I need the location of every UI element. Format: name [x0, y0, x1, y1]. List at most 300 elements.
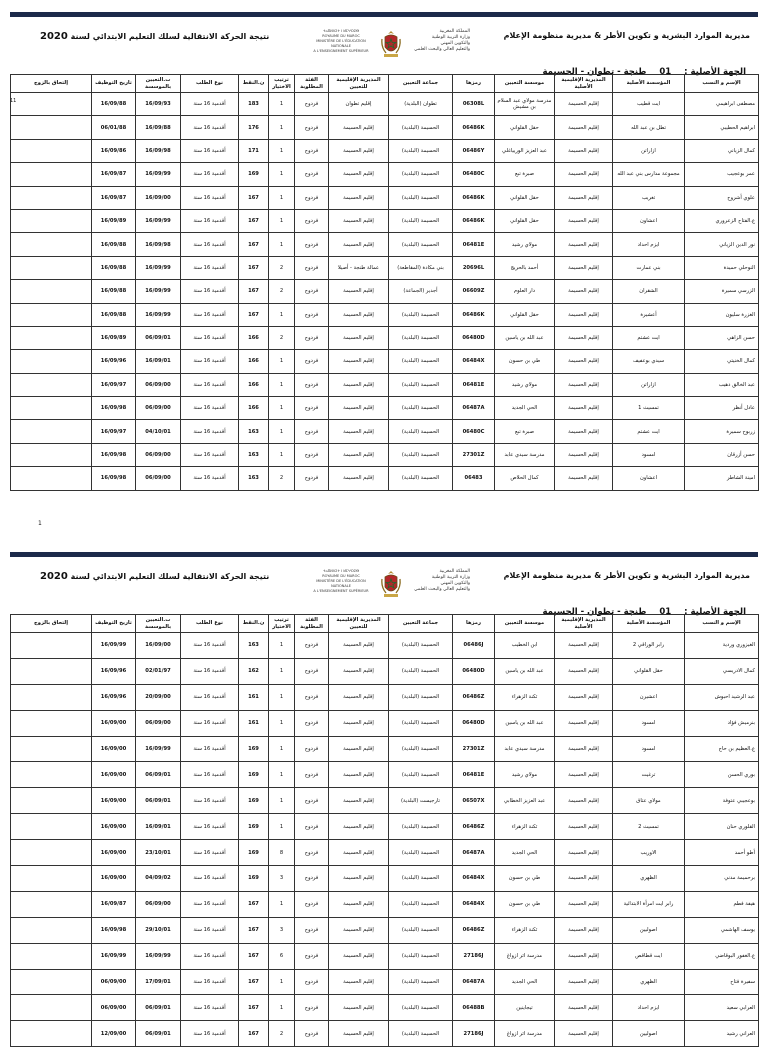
cell-assigned-directorate: إقليم الحسيمة	[329, 866, 389, 892]
cell-spouse-join	[11, 420, 92, 443]
cell-name: سفيرة فتاح	[685, 969, 759, 995]
cell-hire-date: 16/09/00	[92, 762, 136, 788]
table-row	[11, 397, 759, 420]
cell-assignment-date: 06/09/01	[136, 326, 181, 349]
table-row	[11, 840, 759, 866]
cell-origin-directorate: إقليم الحسيمة	[555, 840, 613, 866]
cell-request-type: أقدمية 16 سنة	[181, 891, 239, 917]
cell-spouse-join	[11, 139, 92, 162]
table-row	[11, 256, 759, 279]
cell-assigned-school: حقل القلواني	[495, 303, 555, 326]
cell-request-type: أقدمية 16 سنة	[181, 762, 239, 788]
cell-origin-directorate: إقليم الحسيمة	[555, 443, 613, 466]
cell-points: 176	[239, 116, 269, 139]
cell-origin-directorate: إقليم الحسيمة	[555, 420, 613, 443]
column-header-assigned-commune: جماعة التعيين	[389, 615, 453, 633]
cell-points: 167	[239, 969, 269, 995]
cell-origin-school: اصوليين	[613, 917, 685, 943]
cell-hire-date: 16/09/98	[92, 467, 136, 490]
cell-choice-rank: 1	[269, 420, 295, 443]
cell-request-type: أقدمية 16 سنة	[181, 969, 239, 995]
cell-spouse-join	[11, 256, 92, 279]
cell-name: ع.العظيم بن حاج	[685, 736, 759, 762]
cell-request-type: أقدمية 16 سنة	[181, 420, 239, 443]
cell-assigned-directorate: إقليم الحسيمة	[329, 326, 389, 349]
cell-school-code: 06483	[453, 467, 495, 490]
cell-spouse-join	[11, 209, 92, 232]
cell-assignment-date: 06/09/00	[136, 373, 181, 396]
table-row	[11, 326, 759, 349]
table-row	[11, 163, 759, 186]
cell-name: عبد الخالق ذهيب	[685, 373, 759, 396]
cell-assigned-school: حقل القلواني	[495, 209, 555, 232]
cell-category: فردوج	[295, 762, 329, 788]
cell-hire-date: 16/09/97	[92, 373, 136, 396]
cell-assigned-school: صبرة تبع	[495, 163, 555, 186]
cell-school-code: 06484X	[453, 350, 495, 373]
cell-choice-rank: 1	[269, 397, 295, 420]
cell-spouse-join	[11, 633, 92, 659]
cell-choice-rank: 1	[269, 684, 295, 710]
cell-assigned-commune: أجدير (الجماعة)	[389, 280, 453, 303]
cell-choice-rank: 1	[269, 163, 295, 186]
region-code: 01	[659, 67, 672, 77]
cell-assigned-directorate: عمالة طنجة - أصيلا	[329, 256, 389, 279]
cell-request-type: أقدمية 16 سنة	[181, 710, 239, 736]
cell-hire-date: 16/09/88	[92, 280, 136, 303]
cell-assigned-directorate: إقليم الحسيمة	[329, 891, 389, 917]
cell-spouse-join	[11, 969, 92, 995]
cell-assigned-directorate: إقليم تطوان	[329, 93, 389, 116]
cell-assigned-directorate: إقليم الحسيمة	[329, 443, 389, 466]
column-header-name: الإسم و النسب	[685, 75, 759, 93]
cell-origin-school: تطل بن عبد الله	[613, 116, 685, 139]
cell-assigned-commune: الحسيمة (البلدية)	[389, 326, 453, 349]
cell-category: فردوج	[295, 917, 329, 943]
cell-assigned-school: الحي الجديد	[495, 969, 555, 995]
cell-spouse-join	[11, 917, 92, 943]
cell-points: 166	[239, 373, 269, 396]
region-label: الجهة الأصلية :	[684, 607, 746, 617]
cell-category: فردوج	[295, 943, 329, 969]
cell-points: 167	[239, 917, 269, 943]
results-table-page-2	[10, 614, 759, 1047]
cell-origin-school: ايزم احداد	[613, 233, 685, 256]
cell-assignment-date: 06/09/00	[136, 467, 181, 490]
cell-spouse-join	[11, 303, 92, 326]
cell-assigned-directorate: إقليم الحسيمة	[329, 995, 389, 1021]
cell-assigned-directorate: إقليم الحسيمة	[329, 303, 389, 326]
cell-category: فردوج	[295, 139, 329, 162]
cell-assignment-date: 16/09/98	[136, 139, 181, 162]
cell-request-type: أقدمية 16 سنة	[181, 917, 239, 943]
cell-assigned-directorate: إقليم الحسيمة	[329, 420, 389, 443]
cell-assigned-commune: الحسيمة (البلدية)	[389, 658, 453, 684]
cell-name: العراني رشيد	[685, 1021, 759, 1047]
cell-assigned-commune: الحسيمة (البلدية)	[389, 943, 453, 969]
cell-origin-school: ترغيت	[613, 762, 685, 788]
table-header-row	[11, 75, 759, 93]
directorate-title: مديرية الموارد البشرية و تكوين الأطر & مديرية منظومة الإعلام	[503, 571, 750, 580]
region-name: طنجة - تطوان - الحسيمة	[542, 67, 647, 77]
cell-spouse-join	[11, 814, 92, 840]
cell-points: 166	[239, 397, 269, 420]
cell-assignment-date: 06/09/00	[136, 443, 181, 466]
region-code: 01	[659, 607, 672, 617]
cell-category: فردوج	[295, 163, 329, 186]
cell-spouse-join	[11, 736, 92, 762]
cell-origin-directorate: إقليم الحسيمة	[555, 397, 613, 420]
table-row	[11, 943, 759, 969]
cell-origin-school: رابر ايت امرأة الابتدائية	[613, 891, 685, 917]
cell-category: فردوج	[295, 186, 329, 209]
cell-choice-rank: 1	[269, 633, 295, 659]
cell-choice-rank: 1	[269, 969, 295, 995]
cell-category: فردوج	[295, 233, 329, 256]
cell-origin-directorate: إقليم الحسيمة	[555, 866, 613, 892]
cell-points: 169	[239, 762, 269, 788]
cell-category: فردوج	[295, 467, 329, 490]
cell-choice-rank: 1	[269, 443, 295, 466]
cell-choice-rank: 1	[269, 186, 295, 209]
cell-hire-date: 16/09/87	[92, 163, 136, 186]
cell-category: فردوج	[295, 116, 329, 139]
cell-school-code: 06507X	[453, 788, 495, 814]
cell-origin-directorate: إقليم الحسيمة	[555, 788, 613, 814]
cell-name: ع.الفتاح الزعروري	[685, 209, 759, 232]
cell-category: فردوج	[295, 303, 329, 326]
cell-spouse-join	[11, 326, 92, 349]
cell-choice-rank: 1	[269, 736, 295, 762]
cell-spouse-join	[11, 280, 92, 303]
cell-assigned-commune: الحسيمة (البلدية)	[389, 840, 453, 866]
cell-assigned-directorate: إقليم الحسيمة	[329, 350, 389, 373]
cell-choice-rank: 3	[269, 917, 295, 943]
cell-assigned-commune: الحسيمة (البلدية)	[389, 303, 453, 326]
cell-origin-directorate: إقليم الحسيمة	[555, 1021, 613, 1047]
cell-assigned-commune: الحسيمة (البلدية)	[389, 443, 453, 466]
cell-origin-directorate: إقليم الحسيمة	[555, 280, 613, 303]
cell-assigned-school: أحمد بالحريج	[495, 256, 555, 279]
cell-origin-directorate: إقليم الحسيمة	[555, 736, 613, 762]
cell-assigned-school: مدرسة سيدي عابد	[495, 443, 555, 466]
cell-assigned-school: حقل القلواني	[495, 186, 555, 209]
cell-assignment-date: 16/09/99	[136, 736, 181, 762]
cell-origin-school: امسود	[613, 710, 685, 736]
cell-name: مصطفى ابراهيمي	[685, 93, 759, 116]
cell-assigned-school: طي بن حسون	[495, 891, 555, 917]
cell-hire-date: 16/09/86	[92, 139, 136, 162]
cell-choice-rank: 1	[269, 139, 295, 162]
cell-origin-school: اعشاون	[613, 209, 685, 232]
cell-origin-school: أعشيرة	[613, 303, 685, 326]
cell-choice-rank: 1	[269, 788, 295, 814]
cell-points: 163	[239, 443, 269, 466]
cell-request-type: أقدمية 16 سنة	[181, 186, 239, 209]
cell-school-code: 27301Z	[453, 443, 495, 466]
cell-school-code: 27186J	[453, 1021, 495, 1047]
table-row	[11, 969, 759, 995]
cell-spouse-join	[11, 397, 92, 420]
table-row	[11, 814, 759, 840]
cell-origin-directorate: إقليم الحسيمة	[555, 943, 613, 969]
table-row	[11, 1021, 759, 1047]
cell-name: زربوح سميرة	[685, 420, 759, 443]
cell-assignment-date: 20/09/00	[136, 684, 181, 710]
cell-origin-directorate: إقليم الحسيمة	[555, 139, 613, 162]
cell-assigned-directorate: إقليم الحسيمة	[329, 467, 389, 490]
cell-origin-school: تمسيث 1	[613, 397, 685, 420]
cell-points: 163	[239, 420, 269, 443]
cell-school-code: 06486K	[453, 209, 495, 232]
cell-spouse-join	[11, 186, 92, 209]
cell-hire-date: 06/09/00	[92, 969, 136, 995]
cell-assigned-school: مدرسة سيدي عابد	[495, 736, 555, 762]
cell-origin-school: مجموعة مدارس بني عبد الله	[613, 163, 685, 186]
cell-points: 167	[239, 186, 269, 209]
cell-origin-directorate: إقليم الحسيمة	[555, 163, 613, 186]
cell-spouse-join	[11, 891, 92, 917]
cell-school-code: 06486Z	[453, 917, 495, 943]
cell-category: فردوج	[295, 633, 329, 659]
cell-points: 161	[239, 710, 269, 736]
cell-assigned-commune: الحسيمة (البلدية)	[389, 209, 453, 232]
cell-points: 167	[239, 891, 269, 917]
cell-origin-directorate: إقليم الحسيمة	[555, 186, 613, 209]
cell-hire-date: 16/09/87	[92, 186, 136, 209]
cell-origin-school: الاوريب	[613, 840, 685, 866]
column-header-hire-date: تاريخ التوظيف	[92, 75, 136, 93]
cell-choice-rank: 1	[269, 762, 295, 788]
cell-name: برحميمة مدني	[685, 866, 759, 892]
cell-name: ابراهيم الحطيبي	[685, 116, 759, 139]
cell-school-code: 06480D	[453, 326, 495, 349]
cell-choice-rank: 1	[269, 995, 295, 1021]
cell-school-code: 27301Z	[453, 736, 495, 762]
cell-name: هيفة فطم	[685, 891, 759, 917]
table-row	[11, 350, 759, 373]
cell-request-type: أقدمية 16 سنة	[181, 303, 239, 326]
cell-origin-school: امسود	[613, 443, 685, 466]
cell-points: 169	[239, 866, 269, 892]
cell-origin-directorate: إقليم الحسيمة	[555, 350, 613, 373]
cell-category: فردوج	[295, 397, 329, 420]
cell-category: فردوج	[295, 1021, 329, 1047]
cell-school-code: 06480D	[453, 710, 495, 736]
cell-origin-school: رابر الوراقي 2	[613, 633, 685, 659]
cell-origin-school: اصوليين	[613, 1021, 685, 1047]
cell-origin-school: تمسيث 2	[613, 814, 685, 840]
cell-hire-date: 16/09/96	[92, 350, 136, 373]
cell-origin-school: اعشيرن	[613, 684, 685, 710]
cell-hire-date: 16/09/97	[92, 420, 136, 443]
cell-assignment-date: 16/09/01	[136, 814, 181, 840]
cell-assigned-commune: تطوان (البلدية)	[389, 93, 453, 116]
page-number: 1	[38, 520, 42, 527]
column-header-name: الإسم و النسب	[685, 615, 759, 633]
cell-assigned-commune: الحسيمة (البلدية)	[389, 736, 453, 762]
cell-school-code: 06480D	[453, 658, 495, 684]
cell-assignment-date: 06/09/01	[136, 995, 181, 1021]
cell-assignment-date: 04/09/02	[136, 866, 181, 892]
cell-category: فردوج	[295, 326, 329, 349]
cell-assigned-directorate: إقليم الحسيمة	[329, 814, 389, 840]
cell-origin-school: الظهري	[613, 866, 685, 892]
cell-assigned-directorate: إقليم الحسيمة	[329, 633, 389, 659]
cell-assignment-date: 02/01/97	[136, 658, 181, 684]
cell-assignment-date: 16/09/93	[136, 93, 181, 116]
coat-of-arms-icon	[380, 29, 402, 59]
logo-arabic-text: المملكة المغربية وزارة التربية الوطنية والتكوين المهني والتعليم العالي والبحث العلمي	[414, 29, 470, 52]
cell-assigned-commune: الحسيمة (البلدية)	[389, 995, 453, 1021]
cell-assignment-date: 06/09/01	[136, 1021, 181, 1047]
table-header-row	[11, 615, 759, 633]
page-header	[10, 557, 758, 615]
column-header-category: الفئة المطلوبة	[295, 75, 329, 93]
cell-points: 163	[239, 633, 269, 659]
cell-points: 171	[239, 139, 269, 162]
cell-hire-date: 16/09/89	[92, 326, 136, 349]
region-label: الجهة الأصلية :	[684, 67, 746, 77]
cell-name: يوسف الهاشمي	[685, 917, 759, 943]
cell-assigned-commune: الحسيمة (البلدية)	[389, 373, 453, 396]
cell-origin-directorate: إقليم الحسيمة	[555, 116, 613, 139]
cell-category: فردوج	[295, 891, 329, 917]
cell-name: كمال الادريسي	[685, 658, 759, 684]
table-row	[11, 866, 759, 892]
table-row	[11, 373, 759, 396]
cell-school-code: 06481E	[453, 233, 495, 256]
cell-school-code: 06486Z	[453, 814, 495, 840]
cell-assignment-date: 16/09/88	[136, 116, 181, 139]
cell-category: فردوج	[295, 373, 329, 396]
column-header-school-code: رمزها	[453, 75, 495, 93]
cell-request-type: أقدمية 16 سنة	[181, 840, 239, 866]
cell-request-type: أقدمية 16 سنة	[181, 350, 239, 373]
cell-category: فردوج	[295, 995, 329, 1021]
cell-assignment-date: 17/09/01	[136, 969, 181, 995]
cell-assignment-date: 16/09/99	[136, 943, 181, 969]
cell-spouse-join	[11, 1021, 92, 1047]
cell-spouse-join	[11, 762, 92, 788]
cell-request-type: أقدمية 16 سنة	[181, 943, 239, 969]
table-row	[11, 233, 759, 256]
cell-choice-rank: 3	[269, 866, 295, 892]
cell-spouse-join	[11, 116, 92, 139]
cell-hire-date: 16/09/96	[92, 658, 136, 684]
cell-name: نور الدين الزياني	[685, 233, 759, 256]
cell-choice-rank: 1	[269, 209, 295, 232]
cell-name: العرابي سعيد	[685, 995, 759, 1021]
cell-assigned-school: ثكنة الزهراء	[495, 917, 555, 943]
result-title: نتيجة الحركة الانتقالية لسلك التعليم الابتدائي لسنة 2020	[40, 571, 270, 582]
cell-name: كمال الخنيتي	[685, 350, 759, 373]
table-row	[11, 93, 759, 116]
cell-hire-date: 16/09/99	[92, 633, 136, 659]
cell-origin-directorate: إقليم الحسيمة	[555, 373, 613, 396]
cell-points: 167	[239, 995, 269, 1021]
cell-choice-rank: 1	[269, 303, 295, 326]
ministry-logo	[310, 569, 470, 609]
cell-spouse-join	[11, 93, 92, 116]
cell-choice-rank: 8	[269, 840, 295, 866]
cell-assigned-directorate: إقليم الحسيمة	[329, 209, 389, 232]
cell-origin-school: ايزم احداد	[613, 995, 685, 1021]
cell-assigned-school: ثكنة الزهراء	[495, 684, 555, 710]
cell-category: فردوج	[295, 684, 329, 710]
cell-origin-school: ايت عشتم	[613, 420, 685, 443]
cell-assigned-directorate: إقليم الحسيمة	[329, 397, 389, 420]
cell-assignment-date: 16/09/99	[136, 303, 181, 326]
cell-category: فردوج	[295, 658, 329, 684]
cell-assigned-commune: الحسيمة (البلدية)	[389, 710, 453, 736]
result-title: نتيجة الحركة الانتقالية لسلك التعليم الابتدائي لسنة 2020	[40, 31, 270, 42]
cell-school-code: 06481E	[453, 373, 495, 396]
cell-hire-date: 16/09/88	[92, 233, 136, 256]
cell-assigned-school: حقل القلواني	[495, 116, 555, 139]
cell-origin-school: ازاراتن	[613, 139, 685, 162]
cell-origin-directorate: إقليم الحسيمة	[555, 93, 613, 116]
cell-assignment-date: 16/09/01	[136, 350, 181, 373]
column-header-assigned-school: موسسة التعيين	[495, 75, 555, 93]
cell-choice-rank: 1	[269, 710, 295, 736]
cell-hire-date: 16/09/00	[92, 866, 136, 892]
cell-request-type: أقدمية 16 سنة	[181, 1021, 239, 1047]
cell-origin-directorate: إقليم الحسيمة	[555, 917, 613, 943]
cell-name: عادل أنظر	[685, 397, 759, 420]
cell-assigned-directorate: إقليم الحسيمة	[329, 684, 389, 710]
cell-school-code: 06488B	[453, 995, 495, 1021]
cell-school-code: 06486K	[453, 186, 495, 209]
cell-hire-date: 16/09/89	[92, 209, 136, 232]
column-header-choice-rank: ترتيب الاختيار	[269, 75, 295, 93]
cell-category: فردوج	[295, 866, 329, 892]
cell-spouse-join	[11, 995, 92, 1021]
cell-category: فردوج	[295, 420, 329, 443]
cell-origin-directorate: إقليم الحسيمة	[555, 209, 613, 232]
cell-request-type: أقدمية 16 سنة	[181, 788, 239, 814]
cell-points: 169	[239, 840, 269, 866]
cell-choice-rank: 2	[269, 1021, 295, 1047]
cell-assignment-date: 16/09/00	[136, 633, 181, 659]
cell-name: بوعجيبي عتوفة	[685, 788, 759, 814]
cell-points: 166	[239, 350, 269, 373]
column-header-spouse-join: إلتحاق بالزوج	[11, 75, 92, 93]
table-body	[11, 93, 759, 491]
cell-points: 167	[239, 280, 269, 303]
cell-assigned-commune: الحسيمة (البلدية)	[389, 969, 453, 995]
table-row	[11, 917, 759, 943]
column-header-assignment-date: ت.التعيين بالموسسة	[136, 615, 181, 633]
cell-request-type: أقدمية 16 سنة	[181, 467, 239, 490]
cell-assigned-directorate: إقليم الحسيمة	[329, 788, 389, 814]
cell-origin-school: ايت قطاقص	[613, 943, 685, 969]
cell-hire-date: 16/09/88	[92, 256, 136, 279]
cell-assigned-commune: الحسيمة (البلدية)	[389, 684, 453, 710]
cell-hire-date: 16/09/00	[92, 736, 136, 762]
table-row	[11, 891, 759, 917]
cell-category: فردوج	[295, 788, 329, 814]
cell-request-type: أقدمية 16 سنة	[181, 326, 239, 349]
document-page-2	[10, 552, 758, 1037]
table-row	[11, 443, 759, 466]
column-header-assigned-directorate: المديرية الإقليمية للتعيين	[329, 615, 389, 633]
cell-origin-school: تغريب	[613, 186, 685, 209]
cell-origin-directorate: إقليم الحسيمة	[555, 633, 613, 659]
cell-points: 167	[239, 256, 269, 279]
cell-assigned-commune: الحسيمة (البلدية)	[389, 139, 453, 162]
cell-assignment-date: 16/09/99	[136, 256, 181, 279]
